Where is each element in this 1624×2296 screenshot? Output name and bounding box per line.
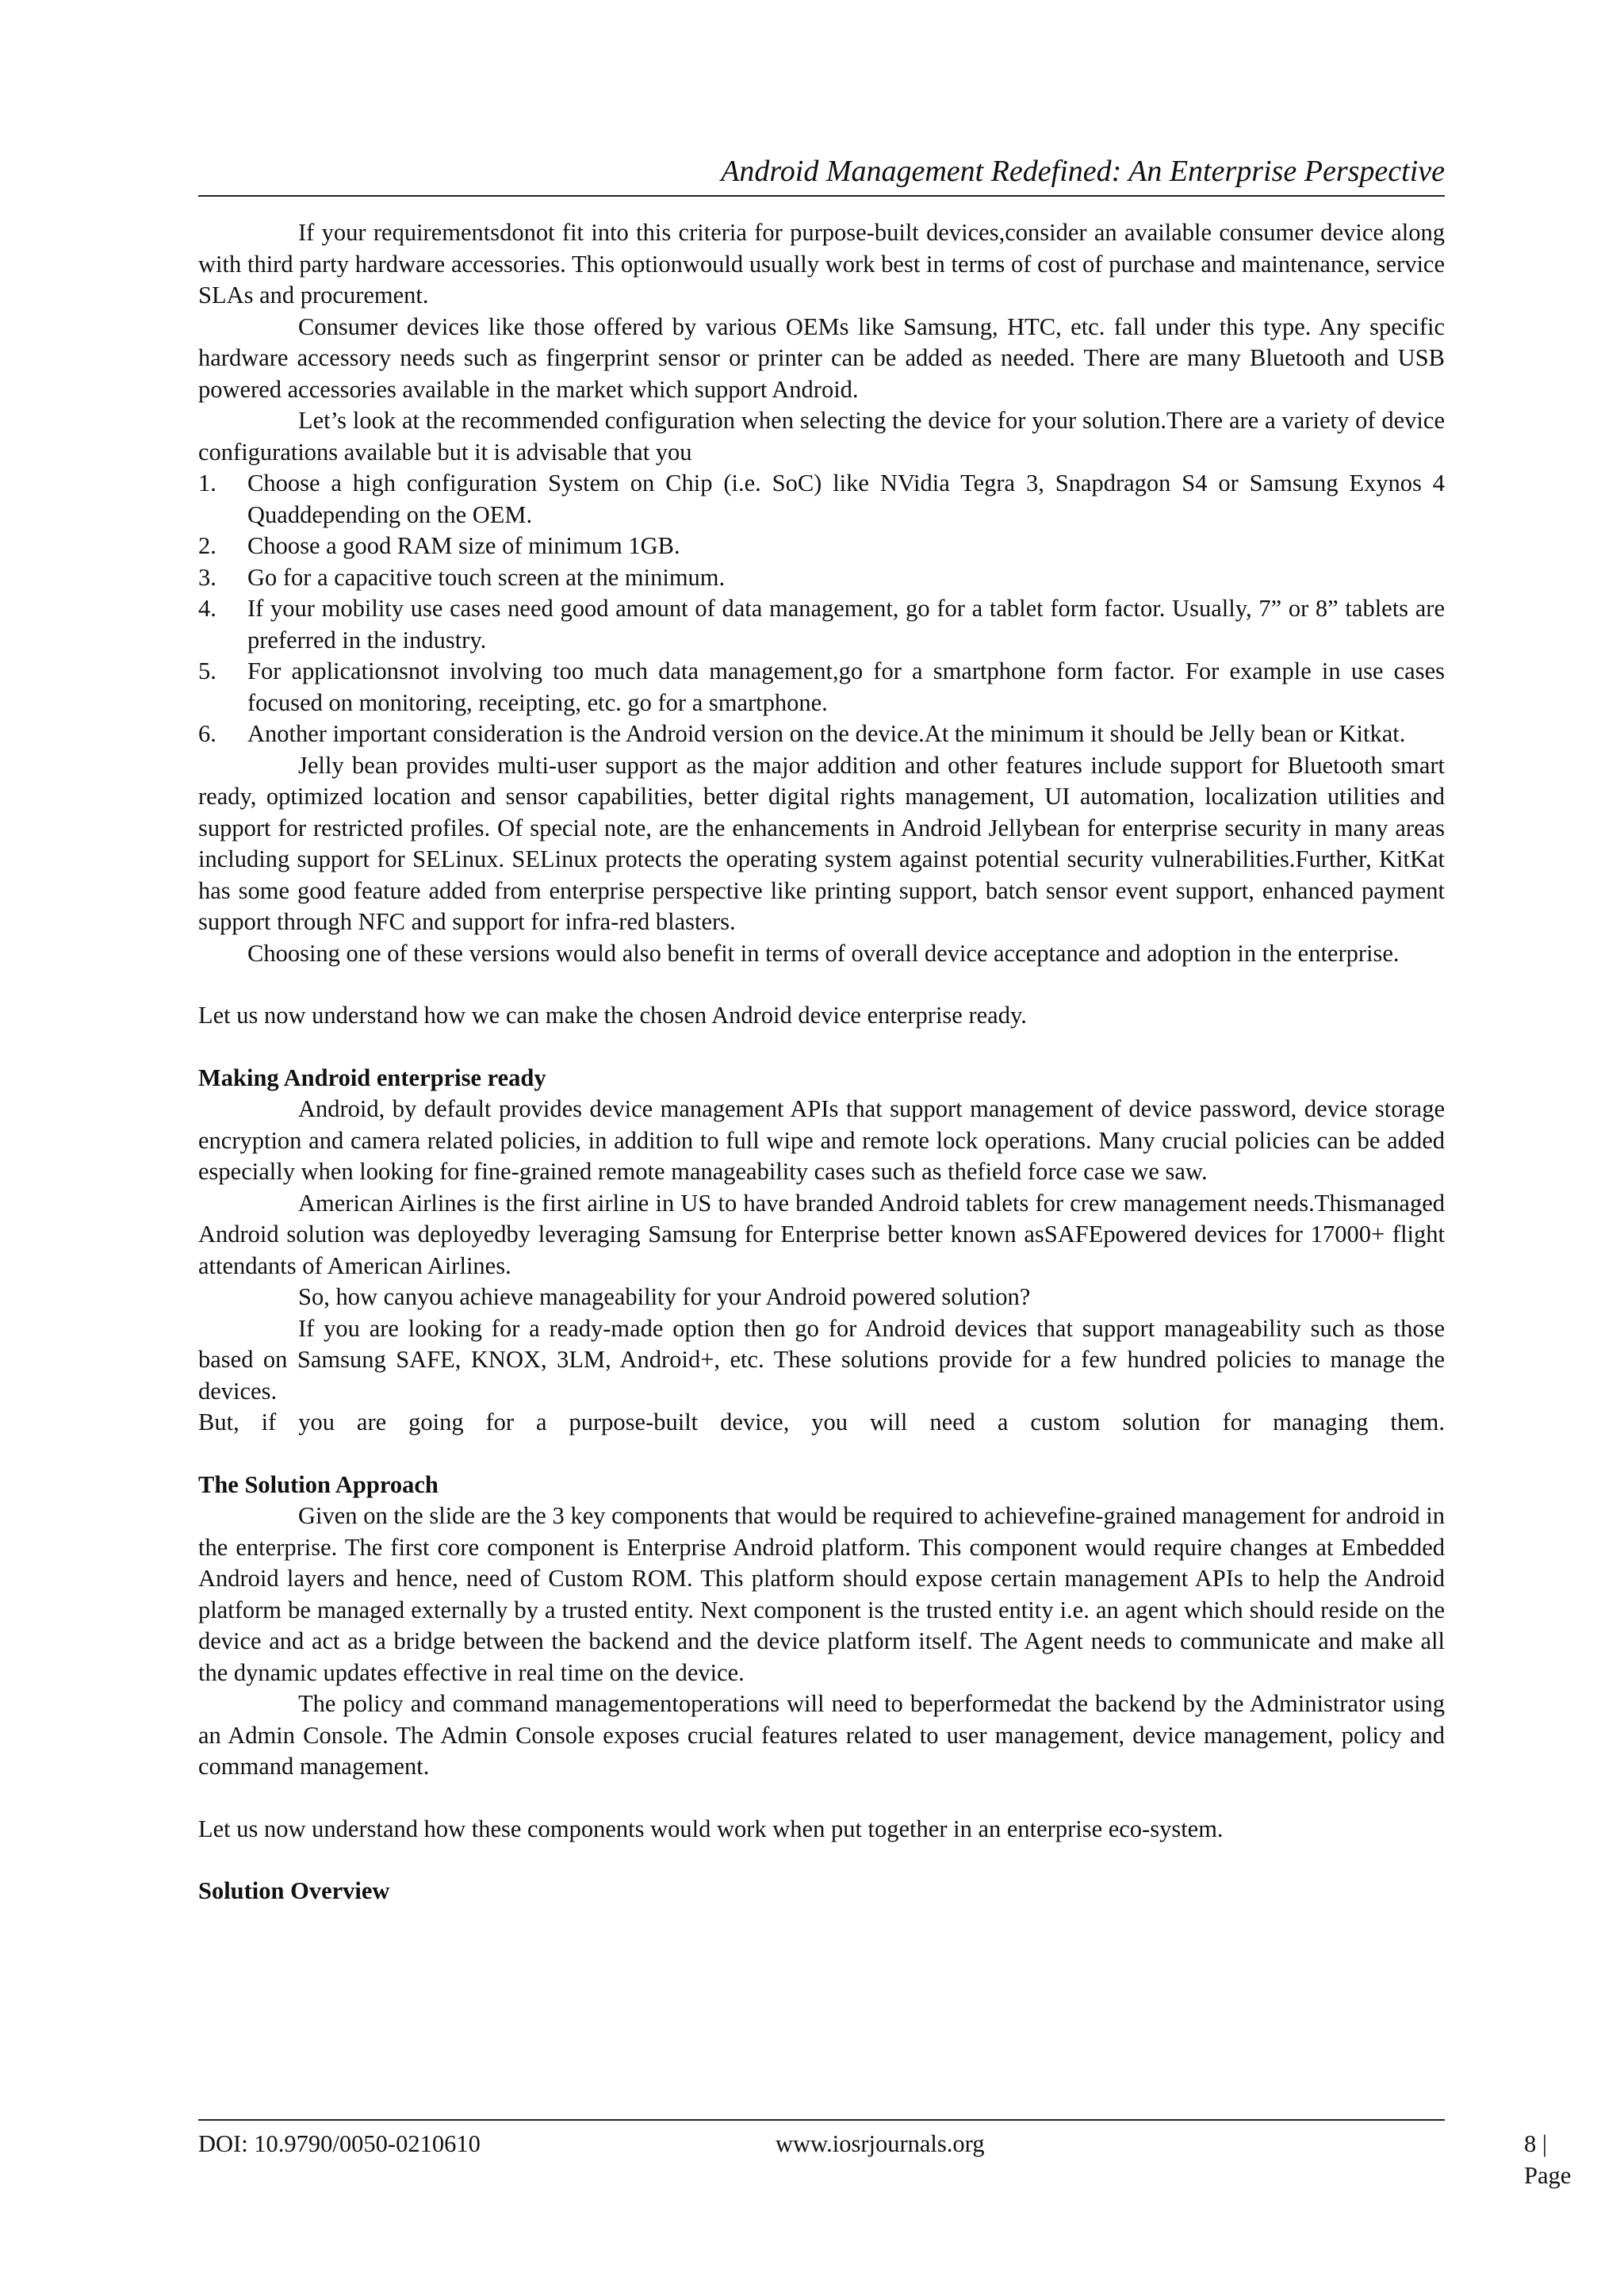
list-item [198,719,1445,750]
section-heading-making-android-enterprise-ready: Making Android enterprise ready [198,1064,546,1091]
running-header: Android Management Redefined: An Enterprise Perspective [721,155,1445,188]
list-item [198,593,1445,656]
config-list [198,468,1445,750]
list-item [198,468,1445,531]
paragraph-enterprise-ready-intro: Let us now understand how we can make the chosen Android device enterprise ready. [198,1002,1027,1029]
paragraph-recommended-config: Let’s look at the recommended configuration when selecting the device for your solution.There are a variety of device configurations available but it is advisable that you [198,407,1445,466]
header-rule [198,195,1445,197]
footer-rule [198,2119,1445,2121]
paragraph-jelly-bean: Jelly bean provides multi-user support as the major addition and other features include support for Bluetooth smart ready, optimized location and sensor capabilities, better digital rights management, UI automation, localization utilities and support for restricted profiles. Of special note, are the enhancements in Android Jellybean for enterprise security in many areas including support for SELinux. SELinux protects the operating system against potential security vulnerabilities.Further, KitKat has some good feature added from enterprise perspective like printing support, batch sensor event support, enhanced payment support through NFC and support for infra-red blasters. [198,751,1445,935]
list-item [198,562,1445,594]
list-number: 2. [198,532,216,559]
paragraph-consumer-oems: Consumer devices like those offered by various OEMs like Samsung, HTC, etc. fall under this type. Any specific hardware accessory needs such as fingerprint sensor or printer can be added as needed. There are many Bluetooth and USB powered accessories available in the market which support Android. [198,312,1445,403]
paragraph-choosing-versions: Choosing one of these versions would also benefit in terms of overall device acceptance and adoption in the enterprise. [247,939,1400,967]
paragraph-admin-console: The policy and command managementoperations will need to beperformedat the backend by the Administrator using an Admin Console. The Admin Console exposes crucial features related to user management, device management, policy and command management. [198,1690,1445,1780]
paragraph-custom-solution: But, if you are going for a purpose-built device, you will need a custom solution for managing them. [198,1409,1445,1435]
paragraph-consumer-device: If your requirementsdonot fit into this criteria for purpose-built devices,consider an available consumer device along with third party hardware accessories. This optionwould usually work best in terms of cost of purchase and maintenance, service SLAs and procurement. [198,219,1445,309]
paragraph-manageability-question: So, how canyou achieve manageability for your Android powered solution? [298,1283,1031,1310]
paragraph-key-components: Given on the slide are the 3 key components that would be required to achievefine-grained management for android in the enterprise. The first core component is Enterprise Android platform. This component would require changes at Embedded Android layers and hence, need of Custom ROM. This platform should expose certain management APIs to help the Android platform be managed externally by a trusted entity. Next component is the trusted entity i.e. an agent which should reside on the device and act as a bridge between the backend and the device platform itself. The Agent needs to communicate and make all the dynamic updates effective in real time on the device. [198,1502,1445,1686]
list-number: 4. [198,595,216,622]
footer-page-number: 8 | Page [1524,2130,1572,2189]
list-text: Go for a capacitive touch screen at the minimum. [247,563,726,591]
paragraph-eco-system-intro: Let us now understand how these components would work when put together in an enterprise eco-system. [198,1815,1224,1842]
list-text: Choose a good RAM size of minimum 1GB. [247,532,680,559]
paragraph-american-airlines: American Airlines is the first airline in US to have branded Android tablets for crew management needs.Thismanaged Android solution was deployedby leveraging Samsung for Enterprise better known asSAFEpowered devices for 17000+ flight attendants of American Airlines. [198,1189,1445,1279]
list-number: 6. [198,720,216,747]
footer-doi: DOI: 10.9790/0050-0210610 [198,2130,481,2157]
section-heading-solution-approach: The Solution Approach [198,1470,439,1498]
list-text: Choose a high configuration System on Chip (i.e. SoC) like NVidia Tegra 3, Snapdragon S4 or Samsung Exynos 4 Quaddepending on the OEM. [247,470,1445,528]
list-number: 3. [198,563,216,591]
list-text: If your mobility use cases need good amount of data management, go for a tablet form factor. Usually, 7” or 8” tablets are preferred in the industry. [247,595,1445,654]
paragraph-ready-made-option: If you are looking for a ready-made option then go for Android devices that support manageability such as those based on Samsung SAFE, KNOX, 3LM, Android+, etc. These solutions provide for a few hundred policies to manage the devices. [198,1314,1445,1405]
footer-website: www.iosrjournals.org [776,2130,985,2157]
list-text: Another important consideration is the Android version on the device.At the minimum it should be Jelly bean or Kitkat. [247,720,1406,747]
page-body [198,217,1445,1907]
section-heading-solution-overview: Solution Overview [198,1877,390,1904]
list-item [198,531,1445,562]
list-text: For applicationsnot involving too much data management,go for a smartphone form factor. For example in use cases focused on monitoring, receipting, etc. go for a smartphone. [247,657,1445,716]
paragraph-device-management-apis: Android, by default provides device management APIs that support management of device password, device storage encryption and camera related policies, in addition to full wipe and remote lock operations. Many crucial policies can be added especially when looking for fine-grained remote manageability cases such as thefield force case we saw. [198,1095,1445,1185]
list-item [198,656,1445,719]
list-number: 1. [198,470,216,496]
list-number: 5. [198,657,216,684]
